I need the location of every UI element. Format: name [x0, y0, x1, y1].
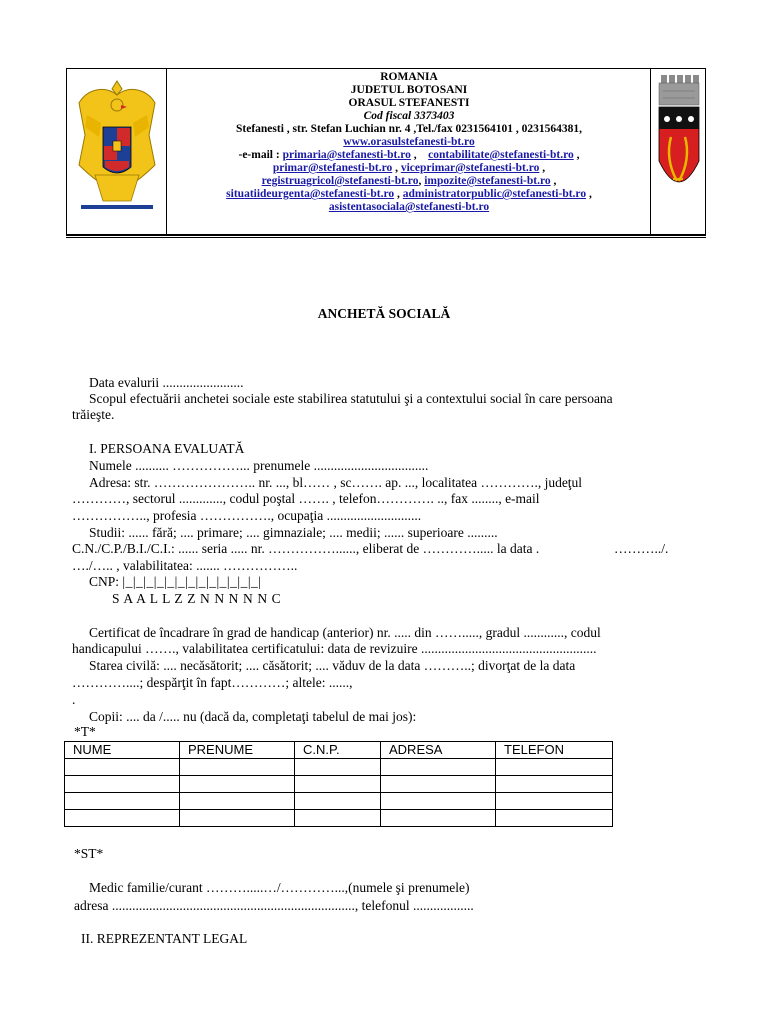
letterhead-info [167, 69, 651, 235]
email-separator: , [576, 149, 580, 161]
table-cell[interactable] [65, 776, 180, 793]
purpose-text: Scopul efectuării anchetei sociale este stabilirea statutului şi a contextului social în care persoana [89, 391, 613, 406]
email-separator: , [397, 188, 400, 200]
id-document-date: ………../. [614, 541, 669, 556]
table-cell[interactable] [180, 776, 295, 793]
cnp-field [89, 574, 261, 590]
purpose-text-continued: trăieşte. [72, 407, 115, 422]
cnp-boxes: |_|_|_|_|_|_|_|_|_|_|_|_|_| [122, 574, 262, 589]
table-cell[interactable] [381, 776, 496, 793]
contact-address: Stefanesti , str. Stefan Luchian nr. 4 ,Tel./fax 0231564101 , 0231564381, [236, 123, 582, 135]
email-separator: , [542, 162, 546, 174]
letterhead [66, 68, 706, 234]
evaluation-date-field: Data evalurii ........................ [89, 375, 244, 390]
email-link-contabilitate[interactable]: contabilitate@stefanesti-bt.ro [428, 149, 574, 161]
header-rule-thin [66, 237, 706, 238]
disability-certificate-field: Certificat de încadrare în grad de handicap (anterior) nr. ..... din ……....., gradul ............, codul [89, 625, 601, 640]
website-link[interactable]: www.orasulstefanesti-bt.ro [343, 136, 475, 148]
table-row [65, 759, 613, 776]
table-cell[interactable] [180, 810, 295, 827]
table-row [65, 810, 613, 827]
email-link-primaria[interactable]: primaria@stefanesti-bt.ro [282, 149, 411, 161]
disability-certificate-continued: handicapului ……., valabilitatea certificatului: data de revizuire .................................................... [72, 641, 597, 656]
id-document-field: C.N./C.P./B.I./C.I.: ...... seria ..... nr. ……………......, eliberat de …………..... la data . [72, 541, 540, 556]
email-link-situatiideurgenta[interactable]: situatiideurgenta@stefanesti-bt.ro [226, 188, 395, 200]
family-doctor-field: Medic familie/curant ……….....…/…………...,(numele şi prenumele) [89, 880, 470, 895]
civil-status-field: Starea civilă: .... necăsătorit; .... căsătorit; .... văduv de la data ………..; divorţat de la data [89, 658, 576, 673]
table-cell[interactable] [65, 810, 180, 827]
email-link-impozite[interactable]: impozite@stefanesti-bt.ro [424, 175, 551, 187]
email-link-viceprimar[interactable]: viceprimar@stefanesti-bt.ro [400, 162, 540, 174]
email-separator: , [588, 188, 592, 200]
table-header-row [65, 742, 613, 759]
table-cell[interactable] [180, 759, 295, 776]
table-cell[interactable] [295, 810, 381, 827]
table-cell[interactable] [381, 793, 496, 810]
column-header-nume: NUME [65, 742, 180, 759]
letterhead-left-cell [67, 69, 167, 235]
country-name: ROMANIA [380, 71, 438, 83]
section-person-evaluated: I. PERSOANA EVALUATĂ [89, 441, 245, 456]
table-cell[interactable] [496, 810, 613, 827]
column-header-cnp: C.N.P. [295, 742, 381, 759]
table-cell[interactable] [381, 810, 496, 827]
table-cell[interactable] [295, 759, 381, 776]
column-header-telefon: TELEFON [496, 742, 613, 759]
table-marker-t: *T* [74, 724, 96, 739]
email-separator: , [553, 175, 557, 187]
table-cell[interactable] [65, 759, 180, 776]
name-field: Numele .......... ……………... prenumele .................................. [89, 458, 429, 473]
header-rule-thick [66, 234, 706, 236]
profession-field: …………….., profesia ……………., ocupaţia ............................ [72, 508, 422, 523]
town-name: ORASUL STEFANESTI [348, 97, 470, 109]
stray-dot: . [72, 692, 76, 707]
address-field-continued: …………, sectorul ............., codul poştal ……. , telefon…………. .., fax ........, e-mail [72, 491, 540, 506]
table-cell[interactable] [180, 793, 295, 810]
email-link-registruagricol[interactable]: registruagricol@stefanesti-bt.ro [261, 175, 419, 187]
fiscal-code: Cod fiscal 3373403 [363, 110, 455, 122]
children-table [64, 741, 613, 827]
stefanesti-coat-of-arms-icon [655, 71, 701, 211]
email-separator: , [413, 149, 417, 161]
table-cell[interactable] [381, 759, 496, 776]
table-cell[interactable] [496, 759, 613, 776]
email-link-administratorpublic[interactable]: administratorpublic@stefanesti-bt.ro [402, 188, 587, 200]
column-header-prenume: PRENUME [180, 742, 295, 759]
email-label: -e-mail : [238, 149, 280, 161]
table-row [65, 793, 613, 810]
letterhead-right-cell [650, 69, 705, 235]
cnp-legend: S A A L L Z Z N N N N N C [112, 591, 282, 606]
studies-field: Studii: ...... fără; .... primare; .... gimnaziale; .... medii; ...... superioare ......... [89, 525, 498, 540]
email-link-primar[interactable]: primar@stefanesti-bt.ro [272, 162, 393, 174]
address-field: Adresa: str. ………………….. nr. ..., bl…… , sc……. ap. ..., localitatea …………., judeţul [89, 475, 583, 490]
children-field: Copii: .... da /..... nu (dacă da, completaţi tabelul de mai jos): [89, 709, 417, 724]
doctor-address-field: adresa ........................................................................, telefonul .................. [74, 898, 474, 913]
email-separator: , [418, 175, 422, 187]
civil-status-continued: …………....; despărţit în fapt…………; altele: ......, [72, 675, 353, 690]
table-marker-st: *ST* [74, 846, 104, 861]
table-cell[interactable] [295, 776, 381, 793]
table-cell[interactable] [295, 793, 381, 810]
id-validity-field: …./….. , valabilitatea: ....... …………….. [72, 558, 298, 573]
table-cell[interactable] [65, 793, 180, 810]
table-row [65, 776, 613, 793]
section-legal-representative: II. REPREZENTANT LEGAL [81, 931, 248, 946]
romania-coat-of-arms-icon [75, 75, 159, 215]
column-header-adresa: ADRESA [381, 742, 496, 759]
cnp-label: CNP: [89, 574, 120, 589]
table-cell[interactable] [496, 776, 613, 793]
table-cell[interactable] [496, 793, 613, 810]
county-name: JUDETUL BOTOSANI [350, 84, 468, 96]
email-separator: , [395, 162, 398, 174]
email-link-asistentasociala[interactable]: asistentasociala@stefanesti-bt.ro [328, 201, 490, 213]
document-title: ANCHETĂ SOCIALĂ [317, 306, 451, 321]
